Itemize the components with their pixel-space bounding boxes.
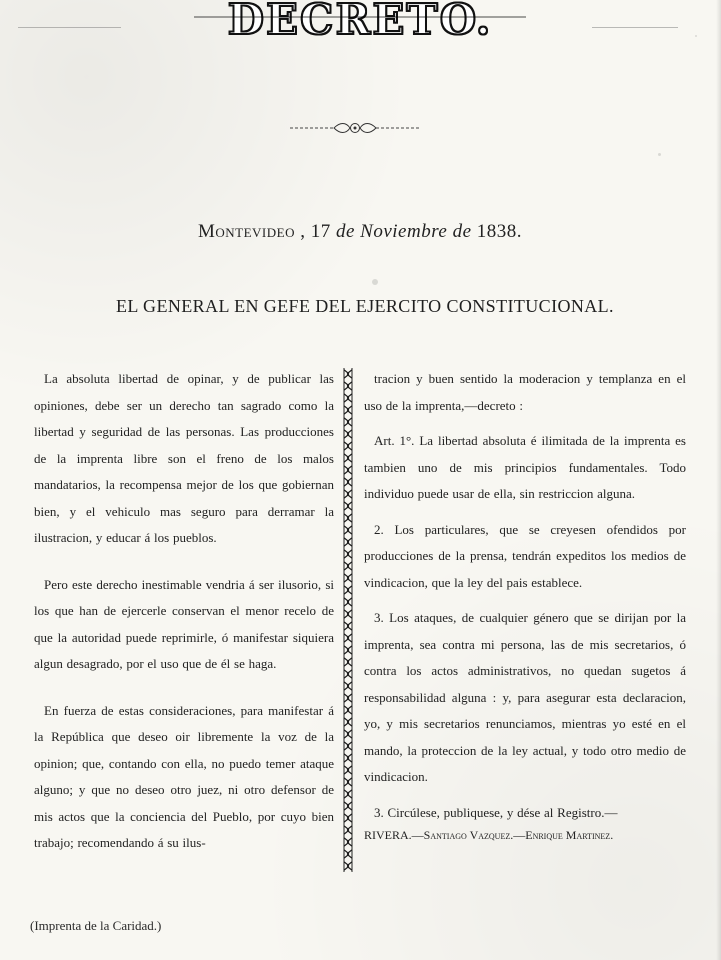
dateline-de1: de <box>335 221 355 242</box>
publication-order: 3. Circúlese, publiquese, y dése al Registro.— <box>374 804 618 820</box>
right-column <box>364 366 686 846</box>
printer-footer: (Imprenta de la Caridad.) <box>30 918 162 933</box>
top-left-rule <box>18 27 121 28</box>
article-1: Art. 1°. La libertad absoluta é ilimitada de la imprenta es tambien uno de mis principios fundamentales. Todo individuo puede usar de ella, sin restriccion alguna. <box>364 433 686 501</box>
article-2: 2. Los particulares, que se creyesen ofendidos por producciones de la prensa, tendrán expeditos los medios de vindicacion, que la ley del pais establece. <box>364 521 686 590</box>
paper-speck <box>372 279 378 285</box>
signer-separator-1: — <box>411 828 424 842</box>
column-divider <box>341 368 355 872</box>
place-and-date <box>150 220 570 244</box>
paper-speck <box>658 153 661 156</box>
dateline-year: 1838. <box>476 221 523 242</box>
paper-speck <box>695 35 697 37</box>
document-title: DECRETO. <box>150 0 570 42</box>
left-paragraph-2: Pero este derecho inestimable vendria á ser ilusorio, si los que han de ejercerle conservan el menor recelo de que la autoridad puede reprimirle, ó manifestar siquiera algun desagrado, por el uso que de él se haga. <box>34 576 334 671</box>
signer-separator-2: — <box>513 828 526 842</box>
top-right-rule <box>592 27 678 28</box>
general-heading: EL GENERAL EN GEFE DEL EJERCITO CONSTITUCIONAL. <box>116 296 614 316</box>
dateline-month: Noviembre <box>360 221 448 242</box>
article-3: 3. Los ataques, de cualquier género que se dirijan por la imprenta, sea contra mi persona, las de mis secretarios, ó contra los actos administrativos, no quedan sugetos á responsabilidad alguna : y, para asegurar esta declaracion, yo, y mis secretarios renunciamos, mientras yo esté en el mando, la proteccion de la ley actual, y todo otro medio de vindicacion. <box>364 610 686 784</box>
signer-vazquez: Santiago Vazquez. <box>423 828 514 842</box>
left-paragraph-3: En fuerza de estas consideraciones, para manifestar á la República que deseo oir libremente la voz de la opinion; que, contando con ella, no puedo temer ataque alguno; y que no deseo otro juez, ni otro defensor de mis actos que la conciencia del Pueblo, por cuyo bien trabajo; recomendando á su ilus- <box>34 702 334 850</box>
right-paragraph-1: tracion y buen sentido la moderacion y templanza en el uso de la imprenta,—decreto : <box>364 371 686 413</box>
signer-martinez: Enrique Martinez. <box>525 828 614 842</box>
ornamental-divider-icon <box>286 119 424 137</box>
page-edge-shadow <box>716 0 721 960</box>
left-column <box>34 366 334 857</box>
dateline-city: Montevideo <box>197 221 295 242</box>
dateline-de2: de <box>452 221 472 242</box>
left-paragraph-1: La absoluta libertad de opinar, y de publicar las opiniones, debe ser un derecho tan sagrado como la libertad y seguridad de las personas. Las producciones de la imprenta libre son el freno de los malos mandatarios, la recompensa mejor de los que gobiernan bien, y el vehiculo mas seguro para derramar la ilustracion, y educar á los pueblos. <box>34 371 334 545</box>
dateline-separator: , 17 <box>294 221 336 242</box>
signers-line <box>364 824 686 846</box>
signer-rivera: RIVERA. <box>364 828 412 842</box>
